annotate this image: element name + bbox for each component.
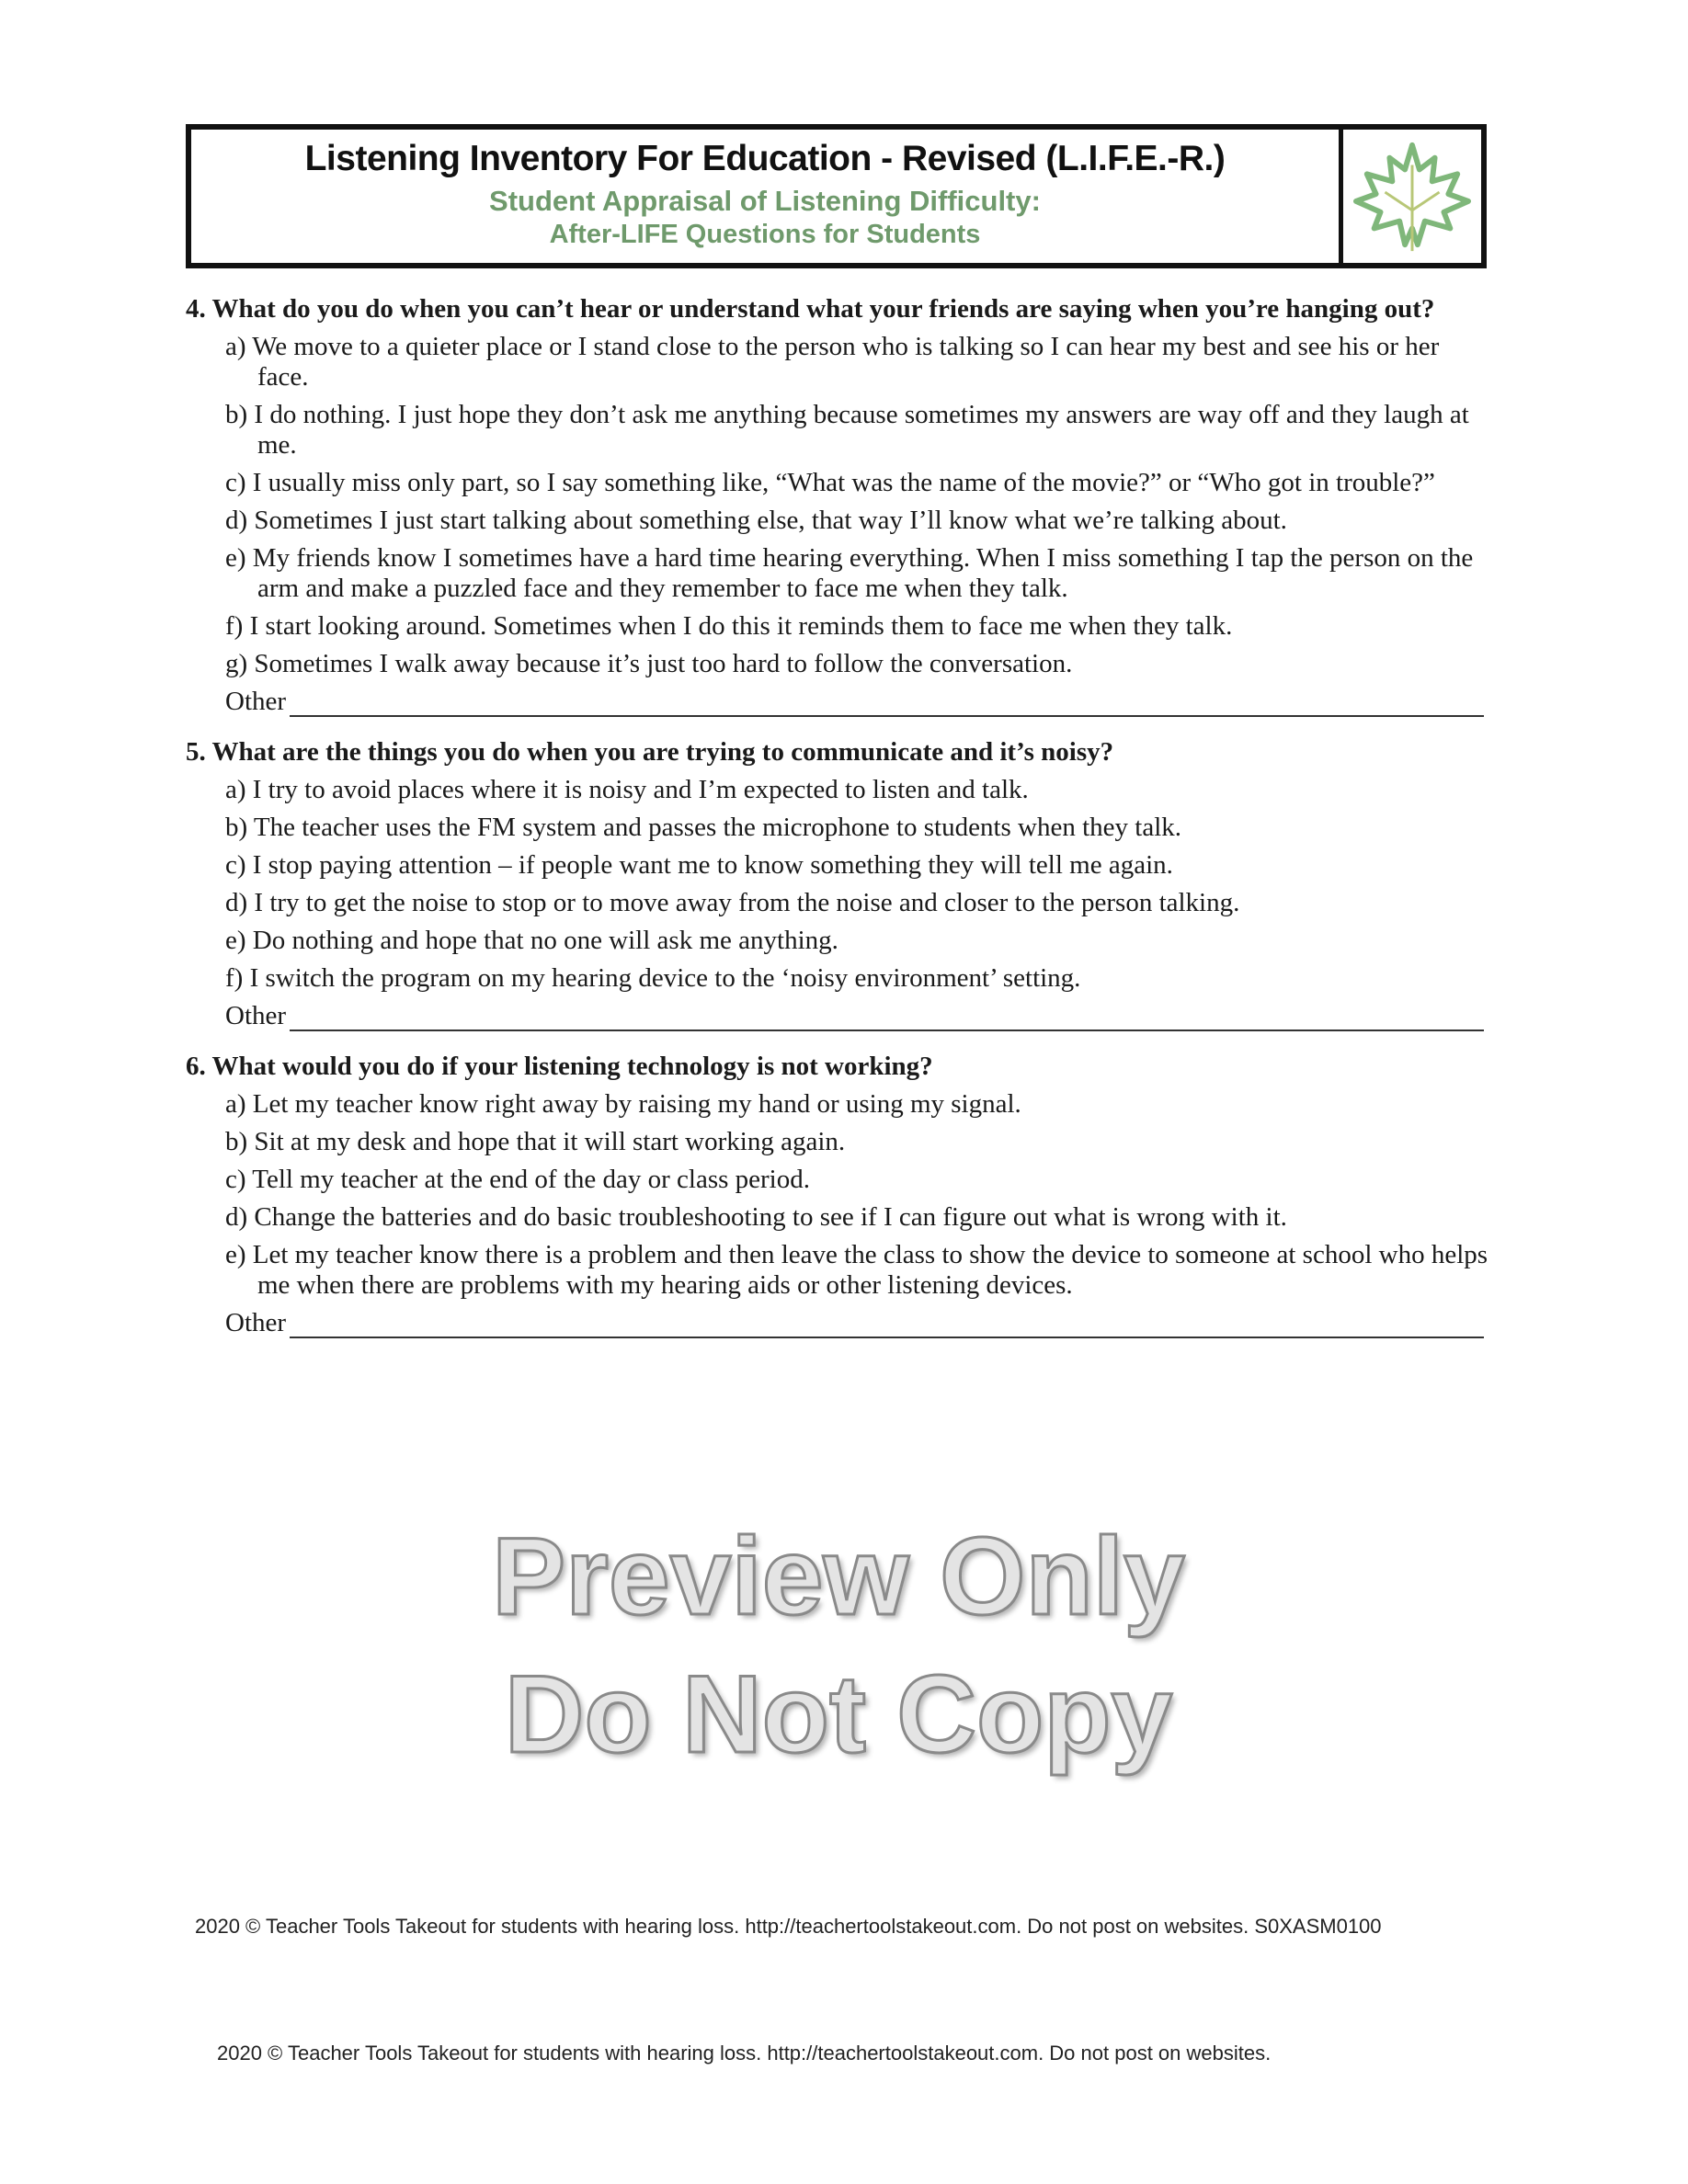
answer-option: b) The teacher uses the FM system and passes the microphone to students when they talk. (225, 813, 1182, 842)
answer-option: a) We move to a quieter place or I stand close to the person who is talking so I can hear my best and see his or her face. (225, 332, 1440, 392)
answer-option: a) Let my teacher know right away by raising my hand or using my signal. (225, 1089, 1021, 1119)
other-field[interactable] (186, 1001, 1491, 1031)
other-line[interactable] (290, 689, 1484, 717)
footer-copyright-2: 2020 © Teacher Tools Takeout for students with hearing loss. http://teachertoolstakeout.com. Do not post on websites. (217, 2042, 1272, 2065)
other-line[interactable] (290, 1004, 1484, 1031)
answer-option: f) I switch the program on my hearing device to the ‘noisy environment’ setting. (225, 963, 1081, 993)
answer-option: e) Do nothing and hope that no one will ask me anything. (225, 926, 838, 955)
other-label: Other (225, 687, 287, 716)
answer-option: c) I stop paying attention – if people want me to know something they will tell me again. (225, 850, 1173, 880)
questions (186, 294, 1491, 1359)
footer-copyright: 2020 © Teacher Tools Takeout for students with hearing loss. http://teachertoolstakeout.com. Do not post on websites. S0XASM0100 (195, 1915, 1382, 1938)
maple-leaf-icon (1349, 138, 1476, 256)
other-label: Other (225, 1001, 287, 1030)
other-line[interactable] (290, 1311, 1484, 1338)
answer-option: d) Sometimes I just start talking about something else, that way I’ll know what we’re talking about. (225, 506, 1287, 535)
question-6 (186, 1052, 1491, 1338)
answer-option: b) Sit at my desk and hope that it will start working again. (225, 1127, 846, 1156)
answer-option: e) My friends know I sometimes have a hard time hearing everything. When I miss something I tap the person on the arm and make a puzzled face and they remember to face me when they talk. (225, 543, 1474, 603)
header-box (186, 124, 1487, 268)
header-text (191, 130, 1343, 263)
other-field[interactable] (186, 1308, 1491, 1338)
question-title: 5. What are the things you do when you are trying to communicate and it’s noisy? (186, 737, 1114, 767)
other-field[interactable] (186, 687, 1491, 717)
answer-option: c) Tell my teacher at the end of the day or class period. (225, 1165, 810, 1194)
answer-option: c) I usually miss only part, so I say something like, “What was the name of the movie?” or “Who got in trouble?” (225, 468, 1435, 497)
watermark (186, 1507, 1491, 1783)
answer-option: d) I try to get the noise to stop or to move away from the noise and closer to the person talking. (225, 888, 1240, 917)
question-title: 6. What would you do if your listening technology is not working? (186, 1052, 933, 1081)
watermark-line-1: Preview Only (492, 1515, 1185, 1638)
question-title: 4. What do you do when you can’t hear or understand what your friends are saying when you’re hanging out? (186, 294, 1435, 324)
answer-option: f) I start looking around. Sometimes when I do this it reminds them to face me when they talk. (225, 611, 1233, 641)
page-subtitle: Student Appraisal of Listening Difficulty: (489, 185, 1041, 217)
watermark-line-2: Do Not Copy (504, 1653, 1173, 1776)
answer-option: b) I do nothing. I just hope they don’t ask me anything because sometimes my answers are way off and they laugh at me. (225, 400, 1469, 460)
answer-option: a) I try to avoid places where it is noisy and I’m expected to listen and talk. (225, 775, 1029, 804)
page-title: Listening Inventory For Education - Revised (L.I.F.E.-R.) (304, 139, 1226, 178)
other-label: Other (225, 1308, 287, 1337)
logo (1343, 130, 1481, 263)
question-5 (186, 737, 1491, 1031)
answer-option: g) Sometimes I walk away because it’s just too hard to follow the conversation. (225, 649, 1073, 678)
answer-option: d) Change the batteries and do basic troubleshooting to see if I can figure out what is wrong with it. (225, 1202, 1287, 1232)
page-subtitle-2: After-LIFE Questions for Students (549, 220, 981, 249)
answer-option: e) Let my teacher know there is a problem and then leave the class to show the device to someone at school who helps me when there are problems with my hearing aids or other listening devices. (225, 1240, 1488, 1300)
question-4 (186, 294, 1491, 717)
